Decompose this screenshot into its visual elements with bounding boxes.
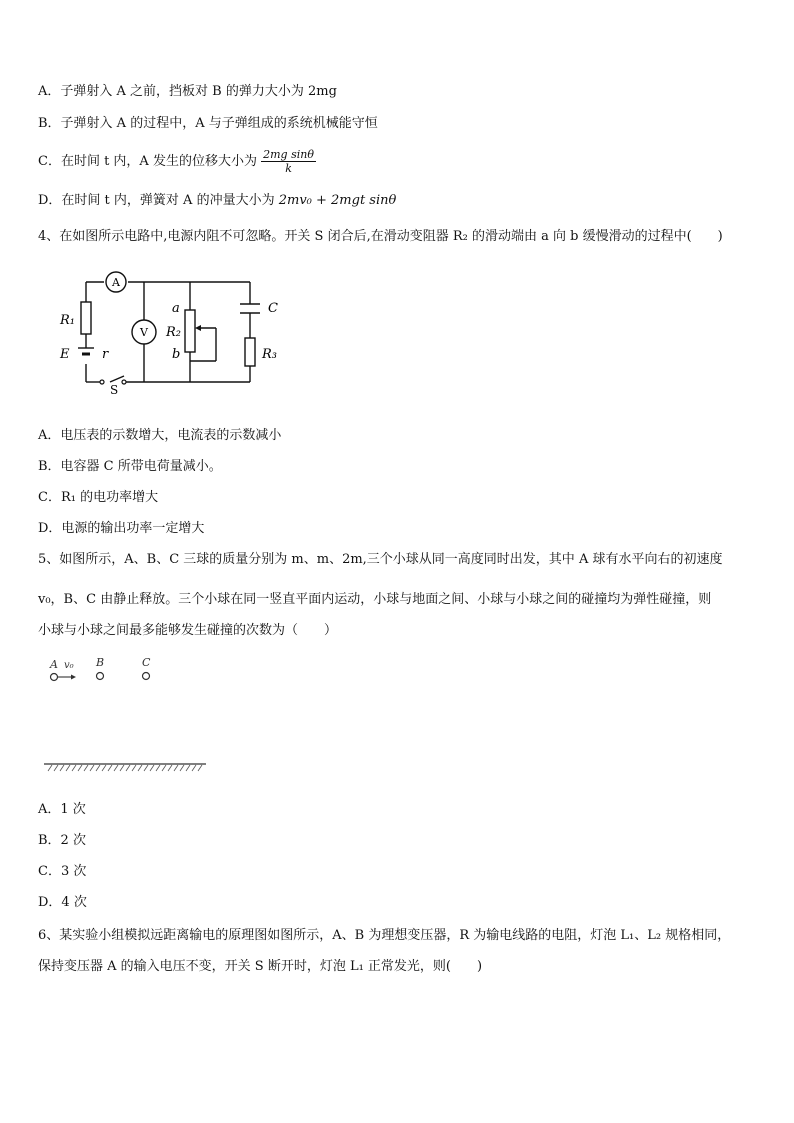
slider-arrow-icon: [195, 325, 201, 331]
resistor-r2: [185, 310, 195, 352]
r3-label: R₃: [262, 347, 277, 362]
q5-balls-diagram: [40, 654, 220, 776]
q4-option-b: B．电容器 C 所带电荷量减小。: [38, 459, 222, 474]
q5-stem-line3: 小球与小球之间最多能够发生碰撞的次数为（ ）: [38, 623, 338, 638]
q3-option-b: B．子弹射入 A 的过程中，A 与子弹组成的系统机械能守恒: [38, 116, 378, 131]
q3-option-c-fraction: [261, 148, 316, 175]
fraction-denominator: k: [285, 162, 292, 175]
q5-stem-line1: 5、如图所示，A、B、C 三球的质量分别为 m、m、2m,三个小球从同一高度同时出发，其中 A 球有水平向右的初速度: [38, 552, 723, 567]
ball-b-icon: [97, 673, 104, 680]
ball-c-label: C: [142, 656, 151, 669]
ball-b-label: B: [96, 656, 105, 669]
a-label: a: [172, 301, 180, 316]
velocity-arrow-icon: [71, 675, 76, 680]
q5-stem-line2: v₀，B、C 由静止释放。三个小球在同一竖直平面内运动，小球与地面之间、小球与小球之间的碰撞均为弹性碰撞，则: [38, 592, 712, 607]
q6-stem-line2: 保持变压器 A 的输入电压不变，开关 S 断开时，灯泡 L₁ 正常发光，则( ): [38, 959, 483, 974]
voltmeter-label: V: [140, 326, 148, 339]
q5-option-d: D．4 次: [38, 895, 87, 910]
r-label: r: [102, 347, 109, 362]
q4-stem: 4、在如图所示电路中,电源内阻不可忽略。开关 S 闭合后,在滑动变阻器 R₂ 的滑动端由 a 向 b 缓慢滑动的过程中( ): [38, 229, 723, 244]
r1-label: R₁: [60, 313, 75, 328]
q4-option-d: D．电源的输出功率一定增大: [38, 521, 205, 536]
q4-option-c: C．R₁ 的电功率增大: [38, 490, 159, 505]
q3-option-d-text: D．在时间 t 内，弹簧对 A 的冲量大小为: [38, 193, 275, 208]
resistor-r3: [245, 338, 255, 366]
v0-label: v₀: [64, 660, 74, 671]
q5-option-b: B．2 次: [38, 833, 86, 848]
q3-option-c: [38, 148, 316, 175]
ammeter-label: A: [112, 276, 120, 289]
ball-c-icon: [143, 673, 150, 680]
ball-a-label: A: [50, 658, 58, 671]
q4-option-a: A．电压表的示数增大，电流表的示数减小: [38, 428, 282, 443]
fraction-numerator: 2mg sinθ: [263, 148, 314, 161]
q3-option-a: A．子弹射入 A 之前，挡板对 B 的弹力大小为 2mg: [38, 84, 337, 99]
c-label: C: [268, 301, 278, 316]
b-label: b: [172, 347, 181, 362]
s-label: S: [110, 383, 119, 396]
q3-option-d-expression: 2mv₀ + 2mgt sinθ: [278, 193, 397, 208]
q4-circuit-diagram: [52, 266, 292, 396]
ball-a-icon: [51, 674, 58, 681]
q5-option-c: C．3 次: [38, 864, 87, 879]
q3-option-c-text: C．在时间 t 内，A 发生的位移大小为: [38, 154, 257, 169]
resistor-r1: [81, 302, 91, 334]
q5-option-a: A．1 次: [38, 802, 86, 817]
q6-stem-line1: 6、某实验小组模拟远距离输电的原理图如图所示，A、B 为理想变压器，R 为输电线路的电阻，灯泡 L₁、L₂ 规格相同，: [38, 928, 731, 943]
q3-option-d: [38, 192, 396, 210]
e-label: E: [60, 347, 70, 362]
r2-label: R₂: [166, 325, 181, 340]
